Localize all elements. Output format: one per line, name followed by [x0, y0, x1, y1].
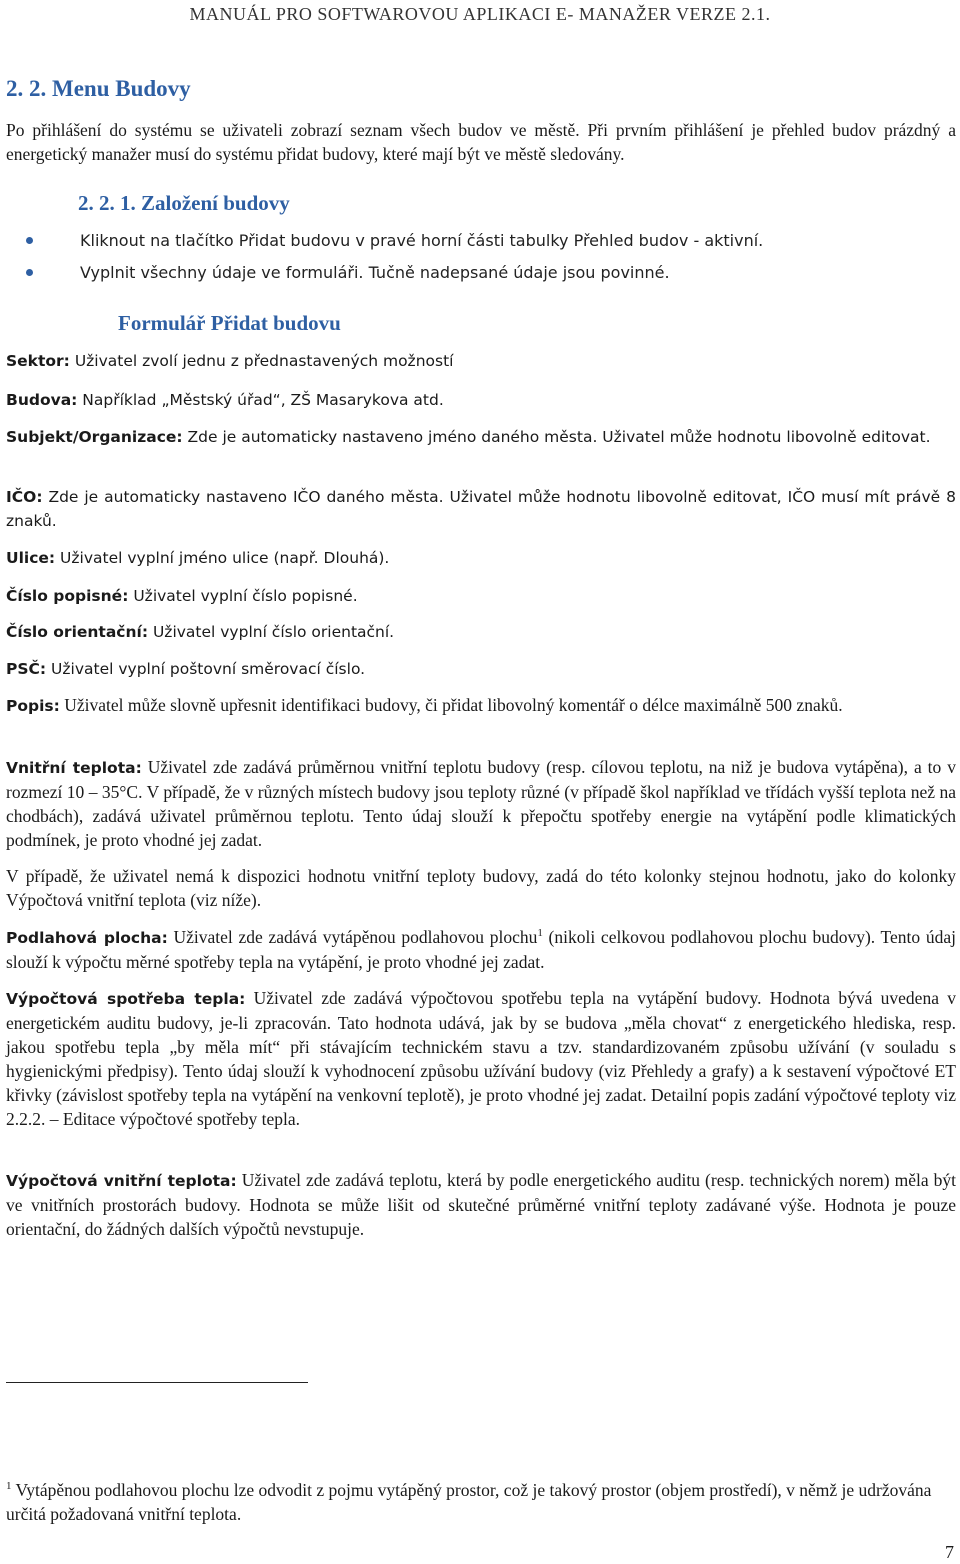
field-label: Výpočtová spotřeba tepla: — [6, 990, 246, 1008]
field-label: Podlahová plocha: — [6, 929, 168, 947]
intro-paragraph: Po přihlášení do systému se uživateli zobrazí seznam všech budov ve městě. Při prvním přihlášení je přehled budov prázdný a energetický manažer musí do systému přidat budovy, které mají být ve městě sledovány. — [6, 120, 956, 164]
field-budova: Budova: Například „Městský úřad“, ZŠ Masarykova atd. — [6, 391, 444, 409]
form-title: Formulář Přidat budovu — [118, 311, 341, 335]
field-label: Vnitřní teplota: — [6, 759, 142, 777]
list-item: Vyplnit všechny údaje ve formuláři. Tučně nadepsané údaje jsou povinné. — [18, 260, 918, 292]
field-vnitrni-teplota: Vnitřní teplota: Uživatel zde zadává průměrnou vnitřní teplotu budovy (resp. cílovou teplotu, na niž je budova vytápěna), a to v rozmezí 10 – 35°C. V případě, že v různých místech budovy jsou teploty různé (v případě škol například ve třídách vyšší teplota než na chodbách), zadává uživatel průměrnou teplotu. Tento údaj slouží k přepočtu spotřeby energie na vytápění podle klimatických podmínek, je proto vhodné jej zadat. — [6, 757, 957, 850]
bullet-icon — [26, 237, 33, 244]
field-subjekt: Subjekt/Organizace: Zde je automaticky nastaveno jméno daného města. Uživatel může hodnotu libovolně editovat. — [6, 428, 931, 446]
field-vypoctova-spotreba: Výpočtová spotřeba tepla: Uživatel zde zadává výpočtovou spotřebu tepla na vytápění budovy. Hodnota bývá uvedena v energetickém auditu budovy, je-li zpracován. Tato hodnota udává, jak by se budova „měla chovat“ z energetického hlediska, resp. jakou spotřebu tepla „by měla mít“ při stávajícím technickém stavu a tzv. standardizovaném způsobu užívání (v souladu s hygienickými předpisy). Tento údaj slouží k vyhodnocení způsobu užívání budovy (viz Přehledy a grafy) a k sestavení výpočtové ET křivky (závislost spotřeby tepla na vytápění na venkovní teplotě), je proto vhodné jej zadat. Detailní popis zadání výpočtové teploty viz 2.2.2. – Editace výpočtové spotřeby tepla. — [6, 988, 956, 1129]
field-popis: Popis: Uživatel může slovně upřesnit identifikaci budovy, či přidat libovolný komentář o délce maximálně 500 znaků. — [6, 695, 843, 715]
page-header: MANUÁL PRO SOFTWAROVOU APLIKACI E- MANAŽER VERZE 2.1. — [189, 4, 771, 24]
footnote-divider — [6, 1382, 308, 1383]
field-sektor: Sektor: Uživatel zvolí jednu z přednastavených možností — [6, 352, 454, 370]
field-cislo-popisne: Číslo popisné: Uživatel vyplní číslo popisné. — [6, 587, 358, 605]
field-ico: IČO: Zde je automaticky nastaveno IČO daného města. Uživatel může hodnotu libovolně editovat, IČO musí mít právě 8 znaků. — [6, 488, 956, 530]
section-title: 2. 2. Menu Budovy — [6, 76, 191, 101]
page-number: 7 — [945, 1542, 954, 1562]
field-psc: PSČ: Uživatel vyplní poštovní směrovací číslo. — [6, 660, 366, 678]
field-label: Číslo orientační: — [6, 623, 149, 641]
field-label: Subjekt/Organizace: — [6, 428, 183, 446]
field-label: IČO: — [6, 488, 43, 506]
field-label: Ulice: — [6, 549, 56, 567]
field-label: Sektor: — [6, 352, 70, 370]
footnote: $^1$ Vytápěnou podlahovou plochu lze odvodit z pojmu vytápěný prostor, což je takový prostor (objem prostředí), v němž je udržována určitá požadovaná vnitřní teplota. — [6, 1480, 932, 1524]
footnote-number: 1 — [6, 1480, 12, 1493]
instruction-list — [18, 228, 918, 292]
footnote-ref: 1 — [537, 927, 543, 940]
field-podlahova-plocha: Podlahová plocha: Uživatel zde zadává vytápěnou podlahovou plochu$^1$ (nikoli celkovou podlahovou plochu budovy). Tento údaj slouží k výpočtu měrné spotřeby tepla na vytápění, je proto vhodné jej zadat. — [6, 927, 956, 972]
field-label: Výpočtová vnitřní teplota: — [6, 1172, 237, 1190]
field-label: PSČ: — [6, 660, 47, 678]
bullet-icon — [26, 269, 33, 276]
field-vypoctova-teplota: Výpočtová vnitřní teplota: Uživatel zde zadává teplotu, která by podle energetického auditu (resp. technických norem) měla být ve vnitřních prostorách budovy. Hodnota se může lišit od skutečné průměrné vnitřní teploty zadávané výše. Hodnota je pouze orientační, do žádných dalších výpočtů nevstupuje. — [6, 1170, 956, 1239]
vnitrni-teplota-note: V případě, že uživatel nemá k dispozici hodnotu vnitřní teploty budovy, zadá do této kolonky stejnou hodnotu, jako do kolonky Výpočtová vnitřní teplota (viz níže). — [6, 866, 956, 910]
field-label: Číslo popisné: — [6, 587, 129, 605]
field-cislo-orientacni: Číslo orientační: Uživatel vyplní číslo orientační. — [6, 623, 395, 641]
field-ulice: Ulice: Uživatel vyplní jméno ulice (např. Dlouhá). — [6, 549, 390, 567]
field-label: Budova: — [6, 391, 78, 409]
list-item: Kliknout na tlačítko Přidat budovu v pravé horní části tabulky Přehled budov - aktivní. — [18, 228, 918, 260]
subsection-title: 2. 2. 1. Založení budovy — [78, 191, 290, 215]
field-label: Popis: — [6, 697, 60, 715]
